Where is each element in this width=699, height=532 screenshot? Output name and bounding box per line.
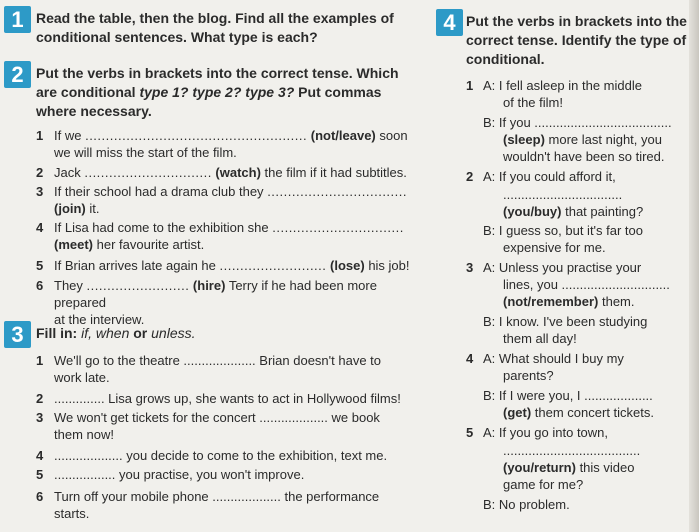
dialogue-line: B: I guess so, but it's far too	[483, 223, 644, 238]
verb-prompt: (get)	[503, 405, 532, 420]
dialogue-line: expensive for me.	[503, 240, 606, 255]
item-text[interactable]: We'll go to the theatre .................... Brian doesn't have to	[54, 353, 382, 368]
item-text[interactable]: Turn off your mobile phone ................... the performance	[54, 489, 380, 504]
task-3-instruction	[36, 324, 406, 343]
dialogue-line: them all day!	[503, 331, 577, 346]
task-1-number: 1	[4, 6, 31, 33]
answer-blank[interactable]: ...............................	[84, 165, 212, 180]
verb-prompt: (lose)	[326, 258, 365, 273]
dialogue-number-5: 5	[466, 425, 474, 440]
dialogue-line	[503, 404, 654, 422]
task-2-instruction-text: Put the verbs in brackets into the correct tense. Which are conditional	[36, 65, 399, 100]
item-text: Terry if he had been more prepared	[54, 278, 377, 310]
dialogue-number-3: 3	[466, 260, 474, 275]
verb-prompt: (join)	[54, 201, 86, 216]
verb-prompt: (hire)	[189, 278, 226, 293]
item-text[interactable]: We won't get tickets for the concert ................... we book	[54, 410, 380, 425]
item-number: 2	[36, 391, 44, 406]
dialogue-line: B: I know. I've been studying	[483, 314, 648, 329]
dialogue-line: of the film!	[503, 95, 563, 110]
item-number: 1	[36, 128, 44, 143]
item-number: 5	[36, 467, 44, 482]
verb-prompt: (sleep)	[503, 132, 545, 147]
dialogue-text: this video	[575, 460, 635, 475]
verb-prompt: (meet)	[54, 237, 94, 252]
dialogue-line[interactable]: lines, you ..............................	[503, 277, 670, 292]
verb-prompt: (not/remember)	[503, 294, 599, 309]
answer-blank[interactable]: .........................	[86, 278, 190, 293]
item-number: 1	[36, 353, 44, 368]
item-text: If their school had a drama club they	[54, 184, 268, 199]
answer-blank[interactable]: ......................................................	[85, 128, 308, 143]
dialogue-line: A: What should I buy my	[483, 351, 624, 366]
item-text: we will miss the start of the film.	[54, 145, 237, 160]
task-3-instruction-or: or	[129, 325, 152, 341]
dialogue-line: parents?	[503, 368, 554, 383]
item-text: Jack	[54, 165, 85, 180]
dialogue-line	[503, 459, 635, 477]
item-text: soon	[375, 128, 408, 143]
dialogue-line: A: If you could afford it,	[483, 169, 616, 184]
answer-blank[interactable]: ......................................	[503, 443, 641, 458]
dialogue-line: wouldn't have been so tired.	[503, 149, 665, 164]
verb-prompt: (watch)	[211, 165, 261, 180]
dialogue-text: them concert tickets.	[531, 405, 654, 420]
verb-prompt: (not/leave)	[307, 128, 376, 143]
dialogue-text: them.	[598, 294, 635, 309]
item-text: them now!	[54, 427, 114, 442]
task-3-instruction-prefix: Fill in:	[36, 325, 82, 341]
item-number: 6	[36, 489, 44, 504]
answer-blank[interactable]: ..........................	[219, 258, 327, 273]
item-number: 3	[36, 184, 44, 199]
dialogue-line: A: If you go into town,	[483, 425, 609, 440]
item-text: If we	[54, 128, 86, 143]
task-2-instruction-types: type 1? type 2? type 3?	[139, 84, 295, 100]
task-2-instruction	[36, 64, 406, 121]
task-4-instruction: Put the verbs in brackets into the correct tense. Identify the type of conditional.	[466, 13, 687, 67]
verb-prompt: (you/return)	[503, 460, 576, 475]
item-text: it.	[85, 201, 100, 216]
item-text[interactable]: .............. Lisa grows up, she wants to act in Hollywood films!	[54, 391, 401, 406]
item-text: work late.	[54, 370, 110, 385]
dialogue-line[interactable]: B: If you ......................................	[483, 115, 672, 130]
dialogue-number-4: 4	[466, 351, 474, 366]
item-number: 3	[36, 410, 44, 425]
item-text[interactable]: ................. you practise, you won't improve.	[54, 467, 305, 482]
item-text[interactable]: ................... you decide to come to the exhibition, text me.	[54, 448, 388, 463]
task-3-instruction-words: if, when	[81, 325, 130, 341]
item-text: at the interview.	[54, 312, 145, 327]
item-number: 2	[36, 165, 44, 180]
item-number: 4	[36, 220, 44, 235]
task-3-number: 3	[4, 321, 31, 348]
task-2-instruction-end: Put commas where necessary.	[36, 84, 382, 119]
item-text: his job!	[364, 258, 410, 273]
dialogue-text: that painting?	[561, 204, 644, 219]
verb-prompt: (you/buy)	[503, 204, 562, 219]
answer-blank[interactable]: ................................	[272, 220, 404, 235]
dialogue-line: A: I fell asleep in the middle	[483, 78, 642, 93]
dialogue-line: game for me?	[503, 477, 584, 492]
item-number: 5	[36, 258, 44, 273]
item-text: They	[54, 278, 87, 293]
dialogue-number-1: 1	[466, 78, 474, 93]
item-text: starts.	[54, 506, 90, 521]
dialogue-line	[503, 293, 634, 311]
item-number: 6	[36, 278, 44, 293]
answer-blank[interactable]: .................................	[503, 187, 623, 202]
item-text: If Brian arrives late again he	[54, 258, 220, 273]
item-text: If Lisa had come to the exhibition she	[54, 220, 273, 235]
item-text: the film if it had subtitles.	[260, 165, 407, 180]
dialogue-line	[503, 203, 643, 221]
dialogue-line: B: No problem.	[483, 497, 570, 512]
task-1-instruction: Read the table, then the blog. Find all the examples of conditional sentences. What type is each?	[36, 10, 394, 45]
task-3-instruction-unless: unless.	[151, 325, 196, 341]
item-text: her favourite artist.	[93, 237, 205, 252]
task-2-number: 2	[4, 61, 31, 88]
dialogue-line[interactable]: B: If I were you, I ...................	[483, 388, 653, 403]
page-edge	[689, 0, 699, 532]
answer-blank[interactable]: ..................................	[267, 184, 407, 199]
dialogue-line: A: Unless you practise your	[483, 260, 642, 275]
dialogue-text: more last night, you	[544, 132, 662, 147]
task-4-number: 4	[436, 9, 463, 36]
dialogue-line	[503, 131, 662, 149]
dialogue-number-2: 2	[466, 169, 474, 184]
item-number: 4	[36, 448, 44, 463]
